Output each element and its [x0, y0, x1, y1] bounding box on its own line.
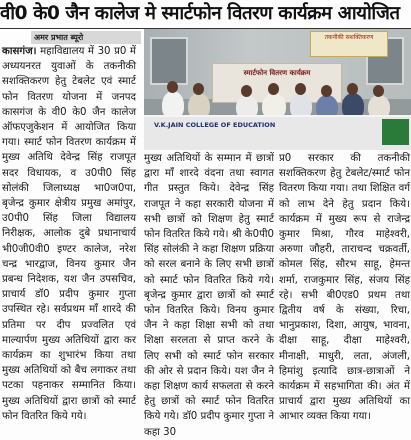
- headline: वी0 के0 जैन कालेज मे स्मार्टफोन वितरण कार्यक्रम आयोजित: [0, 3, 400, 24]
- photo-stage-banner-text: स्मार्टफोन वितरण कार्यक्रम: [243, 69, 311, 77]
- photo-plant: [382, 119, 409, 145]
- guest-head: [193, 83, 204, 95]
- column-1-text: महाविद्यालय में 30 प्र0 में अध्ययनरत युवाओं के तकनीकी सशक्तिकरण हेतु टेबलेट एवं स्मार्ट फोन वितरण योजना में जनपद कासगंज के वी0 के0 जैन कालेज ऑफएजुकेशन में आयोजित किया गया। स्मार्ट फोन वितरण कार्यक्रम में मुख्य अतिथि देवेन्द्र सिंह राजपूत सदर विधायक, व उ0पी0 सिंह सोलंकी जिलाध्यक्ष भा0ज0पा, बृजेन्द्र कुमार क्षेत्रीय प्रमुख अमांपुर, उ0पी0 सिंह जिला विद्यालय निरीक्षक, आलोक दुबे प्रधानाचार्य भी0जी0वी0 इण्टर कालेज, नरेश चन्द्र भारद्वाज, विनय कुमार जैन प्रबन्ध निदेशक, यश जैन उपसचिव, प्राचार्य डॉ0 प्रदीप कुमार गुप्ता उपस्थित रहे। सर्वप्रथम माँ शारदे की प्रतिमा पर दीप प्रज्वलित एवं माल्यार्पण मुख्य अतिथियों द्वारा कर कार्यक्रम का शुभारंभ किया तथा मुख्य अतिथियों को बैच लगाकर तथा पटका पहनाकर सम्मानित किया। मुख्य अतिथियों द्वारा छात्रों को स्मार्ट फोन वितरित किये गये।: [2, 46, 140, 422]
- guest-head: [167, 81, 178, 93]
- event-photo: [144, 29, 411, 148]
- guest-head: [347, 83, 358, 95]
- article-column-2: मुख्य अतिथियों के सम्मान में छात्रों द्वारा माँ शारदे वंदना तथा स्वागत गीत प्रस्तुत किये। देवेन्द्र सिंह राजपूत ने कहा सरकारी योजना में सभी छात्रों को शिक्षण हेतु स्मार्ट फोन वितरित किये गये। श्री के0पी0 सिंह सोलंकी ने कहा शिक्षण प्रक्रिया को सरल बनाने के लिए सभी छात्रों को स्मार्ट फोन वितरित किये गये। बृजेन्द्र कुमार द्वारा छात्रों को स्मार्ट फोन वितरित किये। विनय कुमार जैन ने कहा शिक्षा सभी को तथा शिक्षा सरलता से प्राप्त करने के लिए सभी को स्मार्ट फोन सरकार की ओर से प्रदान किये। यश जैन ने कहा शिक्षण कार्य सफलता से करने हेतु छात्रों को स्मार्ट फोन वितरित किये गये। डॉ0 प्रदीप कुमार गुप्ता ने कहा 30: [144, 153, 278, 438]
- byline: अमर प्रभात ब्यूरो: [31, 31, 141, 44]
- photo-top-banner: तकनीकी सशक्तिकरण: [310, 31, 388, 57]
- guest-head: [321, 85, 332, 97]
- article-column-1: [2, 44, 140, 422]
- guest-head: [268, 83, 279, 95]
- guest-head: [241, 85, 252, 97]
- guest-head: [295, 83, 306, 95]
- dateline-place: कासगंज।: [2, 46, 37, 57]
- photo-table: [144, 115, 411, 150]
- guest-head: [373, 85, 384, 97]
- photo-window: [150, 37, 188, 85]
- photo-table-banner: V.K.JAIN COLLEGE OF EDUCATION: [154, 121, 276, 129]
- article-column-3: प्र0 सरकार की तकनीकी सशक्तिकरण हेतु टेबलेट/स्मार्ट फोन वितरण किया गया। तथा शिक्षित वर्ग को लाभ देने हेतु प्रदान किये। कार्यक्रम में मुख्य रूप से राजेन्द्र कुमार मिश्रा, गौरव माहेश्वरी, अरुणा जौहरी, ताराचन्द चक्रवर्ती, कोमल सिंह, सौरभ साहू, हेमन्त शर्मा, राजकुमार सिंह, संजय सिंह रहे। सभी बी0एड0 प्रथम तथा द्वितीय वर्ष के संख्या, रिचा, भानुप्रकाश, दिशा, आयुष, भावना, दीक्षा साहू, दीक्षा माहेश्वरी, मीनाक्षी, माधुरी, लता, अंजली, हिमांशु इत्यादि छात्र-छात्राओं ने कार्यक्रम में सहभागिता की। अंत में प्राचार्य द्वारा मुख्य अतिथियों का आभार व्यक्त किया गया।: [279, 153, 410, 423]
